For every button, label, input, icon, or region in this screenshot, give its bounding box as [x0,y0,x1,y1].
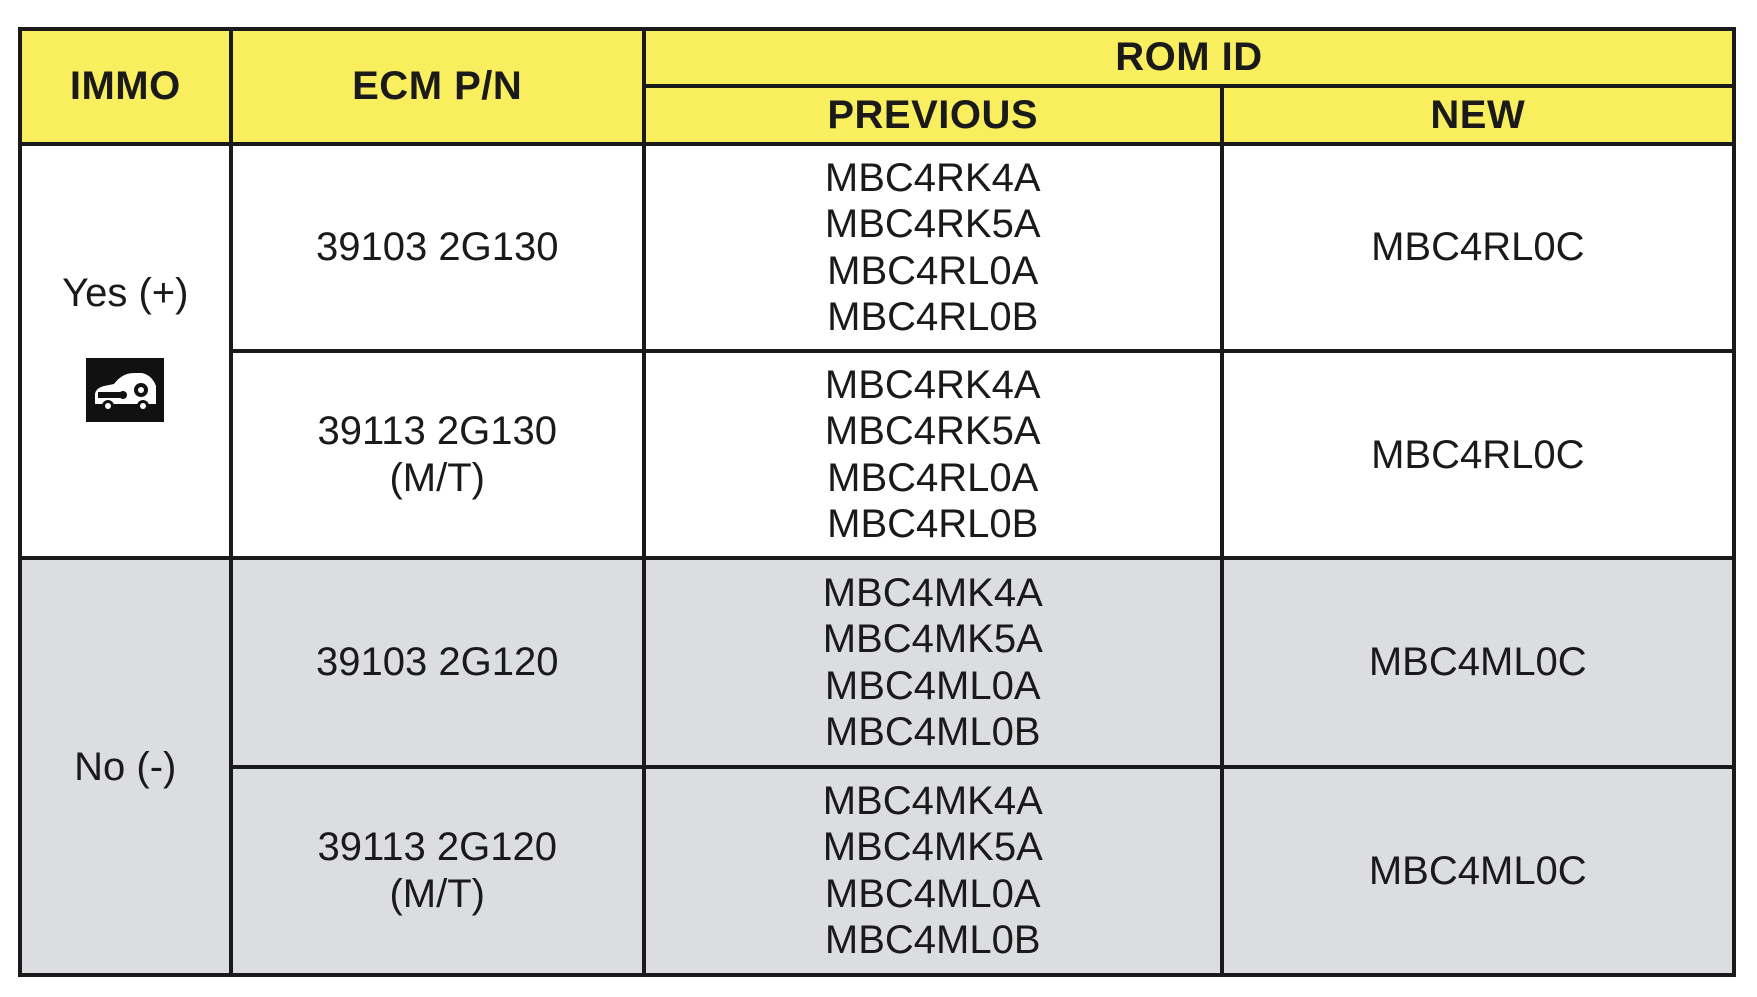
ecm-pn-cell [231,558,644,766]
new-rom-cell: MBC4ML0C [1222,767,1734,975]
previous-rom-id: MBC4RL0A [827,248,1039,293]
previous-rom-id: MBC4ML0A [824,871,1041,916]
new-rom-cell: MBC4RL0C [1222,144,1734,351]
new-rom-cell: MBC4ML0C [1222,558,1734,766]
previous-rom-id: MBC4RK4A [824,155,1041,200]
header-new: NEW [1222,86,1734,144]
previous-rom-id: MBC4RL0B [827,502,1039,547]
immo-no-cell [20,558,231,975]
immo-no-label: No (-) [74,744,177,789]
header-rom-id: ROM ID [644,29,1734,86]
rom-id-table [18,27,1736,977]
table-row [20,351,1734,558]
previous-rom-id: MBC4MK4A [822,570,1043,615]
ecm-pn-value: 39103 2G120 [316,640,559,685]
previous-rom-id: MBC4RL0A [827,455,1039,500]
previous-rom-id: MBC4ML0B [824,918,1041,963]
table-row [20,144,1734,351]
ecm-pn-note: (M/T) [389,871,485,916]
header-ecm-pn: ECM P/N [231,29,644,144]
ecm-pn-cell [231,351,644,558]
ecm-pn-value: 39113 2G130 [317,409,557,454]
previous-rom-id: MBC4ML0B [824,709,1041,754]
ecm-pn-value: 39103 2G130 [316,225,559,270]
immo-yes-cell [20,144,231,558]
previous-rom-id: MBC4RK5A [824,202,1041,247]
ecm-pn-cell [231,767,644,975]
previous-rom-cell [644,558,1222,766]
previous-rom-cell [644,351,1222,558]
previous-rom-id: MBC4MK4A [822,779,1043,824]
previous-rom-id: MBC4ML0A [824,663,1041,708]
previous-rom-id: MBC4RK5A [824,409,1041,454]
previous-rom-id: MBC4RK4A [824,363,1041,408]
new-rom-cell: MBC4RL0C [1222,351,1734,558]
ecm-pn-cell [231,144,644,351]
previous-rom-cell [644,144,1222,351]
previous-rom-id: MBC4MK5A [822,825,1043,870]
previous-rom-cell [644,767,1222,975]
header-immo: IMMO [20,29,231,144]
table-row [20,767,1734,975]
table-row [20,558,1734,766]
ecm-pn-note: (M/T) [389,455,485,500]
previous-rom-id: MBC4MK5A [822,617,1043,662]
header-previous: PREVIOUS [644,86,1222,144]
ecm-pn-value: 39113 2G120 [317,825,557,870]
immobilizer-car-key-icon [86,358,164,422]
immo-yes-label: Yes (+) [62,270,189,315]
previous-rom-id: MBC4RL0B [827,295,1039,339]
